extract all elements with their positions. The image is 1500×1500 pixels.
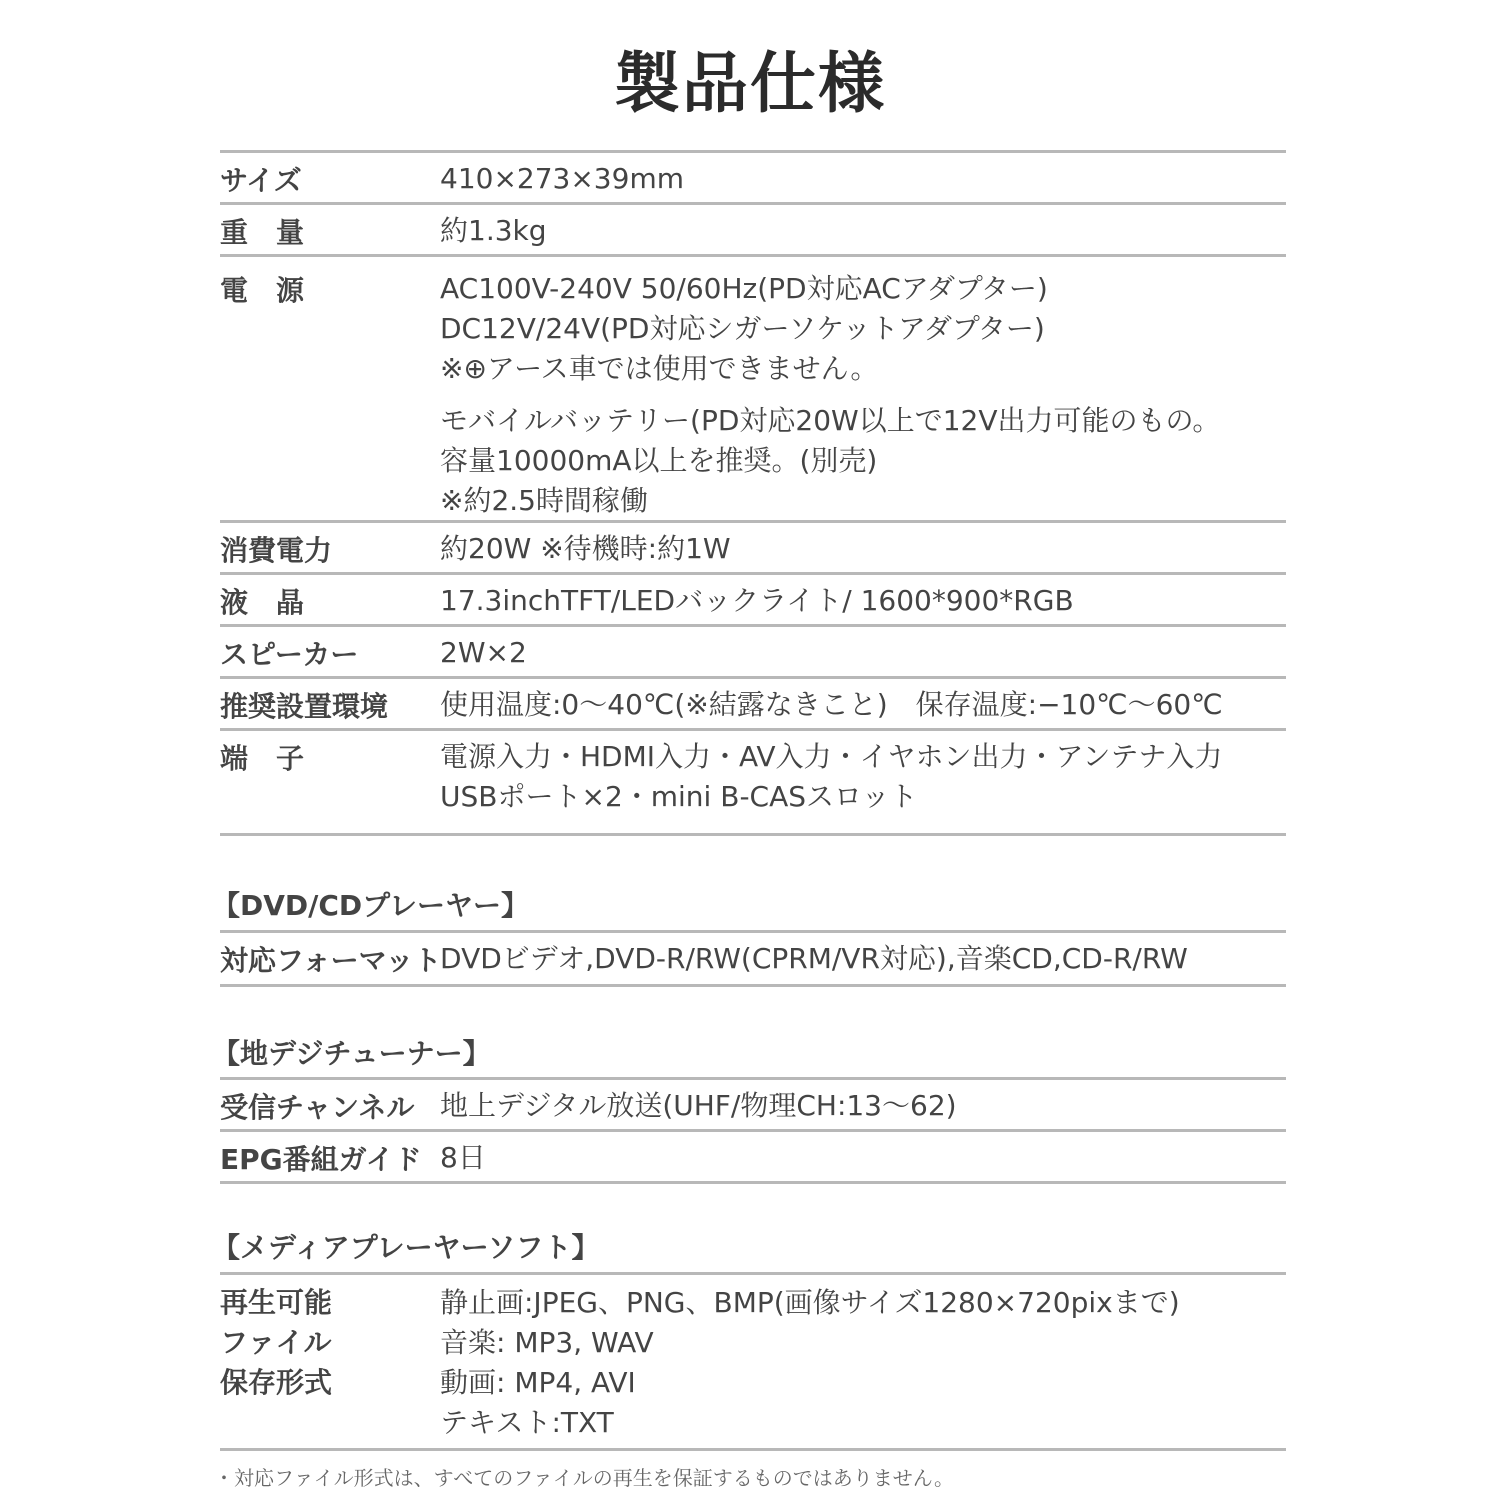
spec-value-line: ※⊕アース車では使用できません。 — [440, 352, 879, 385]
spec-row-speaker — [220, 627, 1286, 679]
spec-value-line: 静止画:JPEG、PNG、BMP(画像サイズ1280×720pixまで) — [440, 1286, 1180, 1319]
spec-value-line: 8日 — [440, 1141, 486, 1174]
spec-value-line: 約20W ※待機時:約1W — [440, 532, 731, 565]
section-heading-tuner: 【地デジチューナー】 — [212, 1037, 491, 1070]
media-row-formats — [220, 1275, 1286, 1451]
spec-label: サイズ — [220, 164, 302, 197]
spec-value — [440, 1138, 486, 1178]
spec-value-line: USBポート×2・mini B-CASスロット — [440, 780, 918, 813]
spec-value — [440, 211, 547, 251]
tuner-row-channel — [220, 1080, 1286, 1132]
spec-value — [440, 1283, 1180, 1443]
spec-row-consumption — [220, 523, 1286, 575]
spec-label — [220, 1283, 332, 1403]
spec-row-power — [220, 257, 1286, 523]
spec-row-weight — [220, 205, 1286, 257]
spec-value — [440, 939, 1188, 979]
spec-value-line: 容量10000mA以上を推奨。(別売) — [440, 444, 878, 477]
spec-label: 推奨設置環境 — [220, 690, 389, 723]
spec-value-line: 約1.3kg — [440, 214, 547, 247]
spec-label: 電 源 — [220, 274, 305, 307]
spec-label: 受信チャンネル — [220, 1091, 415, 1124]
spec-label-line: ファイル — [220, 1326, 332, 1359]
spec-label: スピーカー — [220, 638, 359, 671]
spec-value — [440, 529, 731, 569]
spec-value-line: 地上デジタル放送(UHF/物理CH:13〜62) — [440, 1089, 957, 1122]
spec-value — [440, 581, 1074, 621]
spec-row-lcd — [220, 575, 1286, 627]
spec-label: 重 量 — [220, 216, 305, 249]
spec-value-line: DVDビデオ,DVD-R/RW(CPRM/VR対応),音楽CD,CD-R/RW — [440, 942, 1188, 975]
spec-value-line: 電源入力・HDMI入力・AV入力・イヤホン出力・アンテナ入力 — [440, 740, 1223, 773]
spec-value-line: 動画: MP4, AVI — [440, 1366, 636, 1399]
spec-row-size — [220, 153, 1286, 205]
spec-table — [220, 150, 1286, 836]
spec-row-environment — [220, 679, 1286, 731]
section-heading-media: 【メディアプレーヤーソフト】 — [212, 1231, 600, 1264]
spec-value-line: 使用温度:0〜40℃(※結露なきこと) 保存温度:−10℃〜60℃ — [440, 688, 1223, 721]
spec-value — [440, 737, 1222, 817]
spec-value-line: 17.3inchTFT/LEDバックライト/ 1600*900*RGB — [440, 584, 1074, 617]
spec-label: 液 晶 — [220, 586, 305, 619]
tuner-table — [220, 1077, 1286, 1184]
dvd-table — [220, 930, 1286, 987]
spec-label-line: 保存形式 — [220, 1366, 333, 1399]
spec-value-line: モバイルバッテリー(PD対応20W以上で12V出力可能のもの。 — [440, 404, 1221, 437]
spec-value — [440, 1086, 957, 1126]
page-title: 製品仕様 — [614, 45, 886, 122]
spec-value-line: 音楽: MP3, WAV — [440, 1326, 654, 1359]
tuner-row-epg — [220, 1132, 1286, 1184]
spec-value-line: DC12V/24V(PD対応シガーソケットアダプター) — [440, 312, 1045, 345]
spec-row-terminals — [220, 731, 1286, 836]
spec-value — [440, 159, 684, 199]
spec-label-line: 再生可能 — [220, 1286, 333, 1319]
spec-label: 消費電力 — [220, 534, 333, 567]
spec-label: 端 子 — [220, 742, 305, 775]
spec-value-line: テキスト:TXT — [440, 1406, 614, 1439]
spec-value — [440, 685, 1223, 725]
section-heading-dvd: 【DVD/CDプレーヤー】 — [212, 889, 530, 922]
media-table — [220, 1272, 1286, 1451]
spec-label: 対応フォーマット — [220, 944, 442, 977]
spec-value-line: 410×273×39mm — [440, 162, 684, 195]
spec-value — [440, 633, 527, 673]
footnote: ・対応ファイル形式は、すべてのファイルの再生を保証するものではありません。 — [214, 1466, 954, 1490]
spec-label: EPG番組ガイド — [220, 1143, 422, 1176]
spec-value-line: 2W×2 — [440, 636, 527, 669]
spec-value-line: AC100V-240V 50/60Hz(PD対応ACアダプター) — [440, 272, 1048, 305]
spec-value — [440, 269, 1220, 521]
dvd-row-format — [220, 933, 1286, 987]
spec-value-line: ※約2.5時間稼働 — [440, 484, 648, 517]
